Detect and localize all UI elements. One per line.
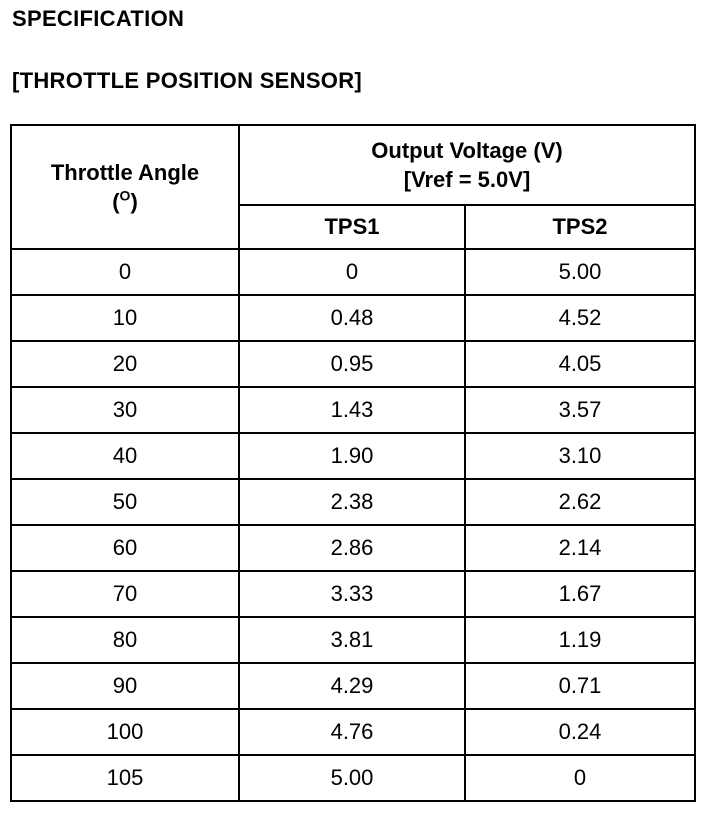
table-row xyxy=(11,295,695,341)
angle-cell: 90 xyxy=(11,663,239,709)
degree-symbol: O xyxy=(119,187,131,204)
tps1-cell: 4.76 xyxy=(239,709,465,755)
angle-cell: 70 xyxy=(11,571,239,617)
table-row xyxy=(11,617,695,663)
tps2-cell: 3.57 xyxy=(465,387,695,433)
unit-open-paren: ( xyxy=(112,189,120,214)
tps1-cell: 0 xyxy=(239,249,465,295)
table-row xyxy=(11,571,695,617)
angle-cell: 50 xyxy=(11,479,239,525)
tps1-cell: 0.95 xyxy=(239,341,465,387)
angle-cell: 0 xyxy=(11,249,239,295)
table-row xyxy=(11,663,695,709)
tps1-cell: 1.43 xyxy=(239,387,465,433)
page-title: SPECIFICATION xyxy=(12,6,185,31)
table-body xyxy=(11,249,695,801)
tps2-cell: 1.67 xyxy=(465,571,695,617)
table-row xyxy=(11,387,695,433)
angle-cell: 60 xyxy=(11,525,239,571)
tps2-cell: 2.14 xyxy=(465,525,695,571)
tps2-cell: 4.52 xyxy=(465,295,695,341)
tps2-cell: 5.00 xyxy=(465,249,695,295)
tps1-header: TPS1 xyxy=(239,205,465,249)
angle-cell: 10 xyxy=(11,295,239,341)
tps2-cell: 4.05 xyxy=(465,341,695,387)
tps1-cell: 4.29 xyxy=(239,663,465,709)
table-header xyxy=(11,125,695,249)
tps1-cell: 5.00 xyxy=(239,755,465,801)
angle-cell: 40 xyxy=(11,433,239,479)
angle-cell: 30 xyxy=(11,387,239,433)
angle-cell: 20 xyxy=(11,341,239,387)
tps1-cell: 3.33 xyxy=(239,571,465,617)
tps2-cell: 0 xyxy=(465,755,695,801)
table-row xyxy=(11,755,695,801)
tps2-header: TPS2 xyxy=(465,205,695,249)
unit-close-paren: ) xyxy=(130,189,138,214)
angle-cell: 100 xyxy=(11,709,239,755)
table-row xyxy=(11,709,695,755)
tps2-cell: 2.62 xyxy=(465,479,695,525)
table-row xyxy=(11,249,695,295)
section-title: [THROTTLE POSITION SENSOR] xyxy=(12,68,363,93)
table-row xyxy=(11,479,695,525)
tps1-cell: 2.38 xyxy=(239,479,465,525)
angle-cell: 105 xyxy=(11,755,239,801)
tps1-cell: 3.81 xyxy=(239,617,465,663)
tps2-cell: 1.19 xyxy=(465,617,695,663)
table-row xyxy=(11,341,695,387)
tps1-cell: 1.90 xyxy=(239,433,465,479)
output-voltage-header xyxy=(239,125,695,205)
vref-label: [Vref = 5.0V] xyxy=(403,167,531,192)
output-voltage-label: Output Voltage (V) xyxy=(371,138,563,163)
tps1-cell: 2.86 xyxy=(239,525,465,571)
angle-cell: 80 xyxy=(11,617,239,663)
throttle-angle-label: Throttle Angle xyxy=(50,160,200,185)
tps-spec-table xyxy=(10,124,696,802)
tps2-cell: 0.24 xyxy=(465,709,695,755)
tps2-cell: 3.10 xyxy=(465,433,695,479)
tps1-cell: 0.48 xyxy=(239,295,465,341)
table-row xyxy=(11,525,695,571)
table-row xyxy=(11,433,695,479)
throttle-angle-unit xyxy=(12,187,238,216)
tps2-cell: 0.71 xyxy=(465,663,695,709)
header-row-1 xyxy=(11,125,695,205)
throttle-angle-header xyxy=(11,125,239,249)
